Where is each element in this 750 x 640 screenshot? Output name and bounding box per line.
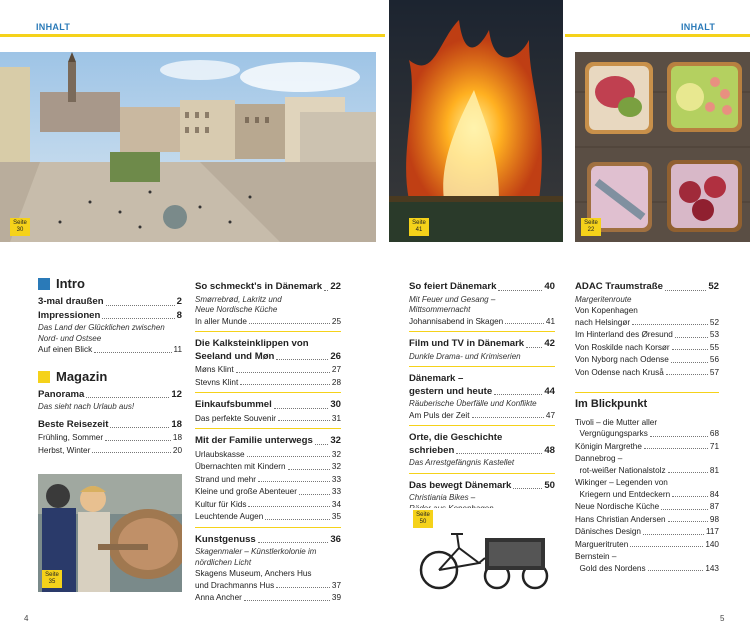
toc-entry-title: Neue Nordische Küche (575, 502, 660, 511)
toc-page-number: 30 (330, 399, 341, 410)
toc-page-number: 18 (171, 418, 182, 430)
toc-entry[interactable] (195, 377, 341, 389)
page-badge: Seite 50 (413, 510, 433, 528)
toc-subtitle: Neue Nordische Küche (195, 305, 278, 314)
leader-dots (258, 542, 329, 543)
toc-entry[interactable] (409, 316, 555, 328)
toc-entry[interactable] (575, 501, 719, 513)
toc-subtitle: Mit Feuer und Gesang – (409, 294, 496, 304)
toc-heading-line: Orte, die Geschichte (409, 432, 503, 443)
toc-entry-title: Film und TV in Dänemark (409, 338, 525, 349)
leader-dots (672, 496, 708, 497)
top-rule-left (0, 34, 385, 37)
toc-entry-title: Einkaufsbummel (195, 399, 272, 410)
toc-page-number: 40 (544, 281, 555, 292)
leader-dots (274, 408, 329, 409)
toc-entry-title: Mit der Familie unterwegs (195, 435, 313, 446)
toc-entry-title: Beste Reisezeit (38, 418, 109, 430)
toc-heading[interactable] (195, 399, 341, 412)
photo-bonfire (389, 0, 563, 242)
page-number-right: 5 (720, 614, 725, 623)
toc-entry-line: Bernstein – (575, 552, 617, 561)
toc-entry-title: In aller Munde (195, 316, 247, 326)
toc-heading-line: Dänemark – (409, 373, 464, 384)
toc-entry-title: Kriegern und Entdeckern (575, 489, 671, 499)
toc-entry[interactable] (195, 316, 341, 328)
toc-page-number: 56 (709, 355, 719, 364)
separator (409, 473, 555, 474)
separator (409, 331, 555, 332)
toc-entry[interactable] (195, 580, 341, 592)
leader-dots (665, 290, 706, 291)
toc-entry-title: Von Odense nach Kruså (575, 367, 664, 377)
toc-entry-title: Auf einen Blick (38, 345, 93, 354)
toc-heading[interactable] (195, 281, 341, 294)
toc-entry-title: Vergnügungsparks (575, 429, 648, 438)
toc-page-number: 41 (545, 316, 555, 326)
toc-heading[interactable] (38, 310, 182, 323)
toc-entry[interactable] (195, 511, 341, 523)
section-blickpunkt: Im Blickpunkt (575, 398, 648, 410)
toc-heading[interactable] (195, 351, 341, 364)
toc-page-number: 55 (709, 342, 719, 352)
leader-dots (661, 509, 708, 510)
toc-heading[interactable] (38, 296, 182, 309)
toc-page-number: 87 (709, 502, 719, 511)
toc-entry-title: gestern und heute (409, 385, 493, 397)
toc-subtitle: Skagenmaler – Künstlerkolonie im (195, 547, 317, 556)
toc-subtitle: Christiania Bikes – (409, 493, 476, 502)
photo-children-crafting (38, 474, 182, 592)
toc-entry-title: Seeland und Møn (195, 350, 275, 362)
toc-page-number: 143 (705, 563, 719, 573)
toc-page-number: 12 (171, 388, 182, 400)
toc-column-3 (409, 281, 555, 514)
toc-column-1 (38, 276, 182, 457)
leader-dots (526, 347, 542, 348)
toc-entry-line: Tivoli – die Mutter aller (575, 417, 658, 427)
toc-heading-line: Die Kalksteinklippen von (195, 338, 309, 349)
leader-dots (86, 397, 169, 398)
toc-entry-title: Møns Klint (195, 365, 234, 374)
leader-dots (666, 374, 708, 375)
toc-page-number: 44 (544, 385, 555, 397)
toc-page-number: 32 (331, 462, 341, 471)
toc-entry-title: So feiert Dänemark (409, 281, 497, 292)
leader-dots (668, 521, 708, 522)
photo-christiania-bike (409, 508, 555, 594)
toc-entry[interactable] (409, 410, 555, 422)
toc-page-number: 32 (330, 435, 341, 446)
toc-entry[interactable] (575, 489, 719, 501)
toc-entry-line: Wikinger – Legenden von (575, 478, 668, 487)
toc-subtitle: nördlichen Licht (195, 557, 252, 567)
toc-page-number: 36 (330, 533, 341, 545)
leader-dots (276, 587, 330, 588)
leader-dots (630, 546, 703, 547)
leader-dots (513, 488, 542, 489)
toc-entry[interactable] (195, 592, 341, 604)
toc-page-number: 98 (709, 514, 719, 524)
leader-dots (671, 362, 708, 363)
separator (409, 425, 555, 426)
leader-dots (648, 570, 704, 571)
leader-dots (105, 440, 171, 441)
toc-page-number: 33 (331, 487, 341, 496)
toc-page-number: 35 (331, 512, 341, 521)
toc-subtitle: Dunkle Drama- und Krimiserien (409, 351, 521, 361)
toc-page-number: 84 (709, 489, 719, 499)
toc-page-number: 31 (331, 413, 341, 423)
toc-entry-title: Das bewegt Dänemark (409, 479, 512, 491)
toc-page-number: 140 (705, 539, 719, 549)
leader-dots (92, 452, 171, 453)
toc-heading[interactable] (409, 386, 555, 399)
toc-entry[interactable] (575, 367, 719, 379)
toc-entry[interactable] (575, 317, 719, 329)
toc-page-number: 52 (708, 281, 719, 292)
leader-dots (249, 323, 330, 324)
toc-entry-title: Kultur für Kids (195, 499, 247, 509)
leader-dots (258, 481, 330, 482)
separator (195, 527, 341, 528)
header-inhalt-right: INHALT (681, 22, 716, 32)
toc-heading[interactable] (409, 281, 555, 294)
toc-entry-title: Übernachten mit Kindern (195, 462, 286, 471)
toc-page-number: 57 (709, 367, 719, 377)
leader-dots (244, 600, 330, 601)
toc-entry-title: 3-mal draußen (38, 296, 104, 307)
toc-entry[interactable] (575, 526, 719, 538)
toc-entry-title: So schmeckt's in Dänemark (195, 281, 323, 292)
toc-heading[interactable] (38, 419, 182, 432)
toc-entry-title: rot-weißer Nationalstolz (575, 465, 666, 475)
toc-page-number: 2 (176, 296, 182, 307)
toc-page-number: 18 (172, 433, 182, 442)
leader-dots (288, 469, 330, 470)
toc-entry[interactable] (575, 563, 719, 575)
toc-page-number: 33 (331, 474, 341, 484)
toc-entry-title: Stevns Klint (195, 377, 239, 387)
leader-dots (472, 417, 544, 418)
page-badge: Seite 41 (409, 218, 429, 236)
section-magazin: Magazin (38, 371, 182, 383)
toc-page-number: 47 (545, 410, 555, 420)
toc-page-number: 27 (331, 365, 341, 374)
toc-page-number: 42 (544, 338, 555, 349)
leader-dots (110, 427, 169, 428)
toc-page-number: 8 (176, 309, 182, 321)
leader-dots (498, 290, 542, 291)
page-number-left: 4 (24, 614, 29, 623)
leader-dots (675, 337, 708, 338)
leader-dots (672, 349, 708, 350)
toc-entry-title: Von Nyborg nach Odense (575, 355, 669, 364)
photo-smorrebrod (575, 52, 750, 242)
leader-dots (299, 494, 330, 495)
separator (195, 392, 341, 393)
toc-entry-title: Strand und mehr (195, 474, 256, 484)
toc-page-number: 37 (331, 580, 341, 590)
separator (195, 428, 341, 429)
leader-dots (668, 472, 708, 473)
toc-entry[interactable] (195, 364, 341, 376)
toc-subtitle: Smørrebrød, Lakritz und (195, 294, 282, 304)
toc-entry[interactable] (38, 344, 182, 356)
toc-heading[interactable] (195, 534, 341, 547)
toc-page-number: 26 (330, 350, 341, 362)
page-badge: Seite 35 (42, 570, 62, 588)
toc-entry-title: Herbst, Winter (38, 445, 91, 455)
blue-square-icon (38, 278, 50, 290)
leader-dots (278, 420, 330, 421)
toc-entry-line: Von Kopenhagen (575, 306, 638, 315)
toc-page-number: 22 (330, 281, 341, 292)
toc-entry[interactable] (575, 441, 719, 453)
leader-dots (248, 506, 329, 507)
top-rule-right (565, 34, 750, 37)
toc-entry[interactable] (575, 465, 719, 477)
toc-entry[interactable] (575, 342, 719, 354)
toc-entry[interactable] (195, 413, 341, 425)
section-intro: Intro (38, 278, 182, 290)
toc-entry[interactable] (575, 514, 719, 526)
leader-dots (265, 519, 330, 520)
toc-entry-title: Am Puls der Zeit (409, 410, 470, 420)
toc-page-number: 34 (331, 499, 341, 509)
toc-entry-title: Kleine und große Abenteuer (195, 487, 297, 496)
toc-page-number: 48 (544, 444, 555, 456)
toc-column-4 (575, 281, 719, 575)
toc-entry-title: Anna Ancher (195, 593, 242, 602)
toc-page-number: 68 (709, 429, 719, 438)
toc-heading[interactable] (575, 281, 719, 294)
toc-entry-title: Panorama (38, 388, 85, 400)
toc-page-number: 20 (172, 445, 182, 455)
toc-entry-title: schrieben (409, 444, 455, 456)
leader-dots (632, 324, 708, 325)
leader-dots (456, 453, 542, 454)
toc-page-number: 50 (544, 479, 555, 491)
toc-subtitle: Margeritenroute (575, 294, 632, 304)
leader-dots (236, 372, 330, 373)
toc-entry[interactable] (195, 474, 341, 486)
leader-dots (247, 456, 330, 457)
leader-dots (644, 448, 708, 449)
toc-entry-line: Dannebrog – (575, 454, 623, 463)
toc-entry-title: Hans Christian Andersen (575, 514, 666, 524)
toc-heading[interactable] (409, 445, 555, 458)
toc-entry-title: Im Hinterland des Øresund (575, 330, 673, 339)
toc-entry-title: Impressionen (38, 309, 101, 321)
toc-entry-line: Skagens Museum, Anchers Hus (195, 569, 312, 578)
toc-page-number: 52 (709, 317, 719, 327)
toc-entry[interactable] (195, 449, 341, 461)
toc-entry[interactable] (38, 445, 182, 457)
toc-entry[interactable] (575, 329, 719, 341)
toc-entry[interactable] (575, 539, 719, 551)
leader-dots (102, 318, 174, 319)
toc-subtitle: Mittsommernacht (409, 305, 471, 314)
toc-page-number: 25 (331, 316, 341, 326)
toc-subtitle: Das sieht nach Urlaub aus! (38, 402, 135, 411)
leader-dots (643, 534, 704, 535)
leader-dots (505, 323, 544, 324)
toc-entry[interactable] (195, 461, 341, 473)
leader-dots (276, 359, 328, 360)
toc-entry-title: Von Roskilde nach Korsør (575, 342, 670, 352)
toc-entry-title: Johannisabend in Skagen (409, 316, 504, 326)
yellow-square-icon (38, 371, 50, 383)
leader-dots (240, 384, 330, 385)
toc-entry-title: Urlaubskasse (195, 449, 245, 459)
toc-entry-title: Gold des Nordens (575, 563, 646, 573)
toc-page-number: 53 (709, 330, 719, 339)
toc-column-2 (195, 281, 341, 605)
toc-entry[interactable] (38, 432, 182, 444)
toc-heading[interactable] (38, 389, 182, 402)
leader-dots (324, 290, 328, 291)
toc-page-number: 117 (705, 527, 719, 536)
separator (195, 331, 341, 332)
toc-entry[interactable] (195, 486, 341, 498)
toc-entry[interactable] (575, 428, 719, 440)
toc-subtitle: Nord- und Ostsee (38, 333, 102, 343)
leader-dots (106, 305, 175, 306)
toc-page-number: 39 (331, 593, 341, 602)
photo-copenhagen-square (0, 52, 376, 242)
separator (409, 366, 555, 367)
toc-heading[interactable] (195, 435, 341, 448)
toc-page-number: 81 (709, 465, 719, 475)
toc-entry-title: Dänisches Design (575, 527, 641, 536)
leader-dots (650, 436, 708, 437)
leader-dots (94, 352, 171, 353)
toc-page-number: 71 (709, 441, 719, 451)
toc-page-number: 32 (331, 449, 341, 459)
toc-entry-title: Margueritruten (575, 539, 629, 549)
toc-subtitle: Räuberische Überfälle und Konflikte (409, 399, 537, 408)
page-badge: Seite 30 (10, 218, 30, 236)
toc-entry-title: und Drachmanns Hus (195, 580, 275, 590)
toc-entry[interactable] (575, 354, 719, 366)
toc-heading[interactable] (409, 338, 555, 351)
toc-page-number: 11 (173, 345, 182, 354)
leader-dots (494, 394, 542, 395)
toc-entry-title: Königin Margrethe (575, 441, 642, 451)
toc-heading[interactable] (409, 480, 555, 493)
toc-entry-title: nach Helsingør (575, 317, 631, 327)
leader-dots (315, 444, 329, 445)
toc-entry-title: Das perfekte Souvenir (195, 413, 277, 423)
toc-entry-title: ADAC Traumstraße (575, 281, 663, 292)
toc-entry[interactable] (195, 499, 341, 511)
toc-entry-title: Leuchtende Augen (195, 512, 264, 521)
toc-subtitle: Das Land der Glücklichen zwischen (38, 323, 165, 332)
toc-entry-title: Kunstgenuss (195, 533, 256, 545)
header-inhalt-left: INHALT (36, 22, 71, 32)
toc-page-number: 28 (331, 377, 341, 387)
page-badge: Seite 22 (581, 218, 601, 236)
toc-entry-title: Frühling, Sommer (38, 433, 104, 442)
toc-subtitle: Das Arrestgefängnis Kastellet (409, 458, 515, 467)
